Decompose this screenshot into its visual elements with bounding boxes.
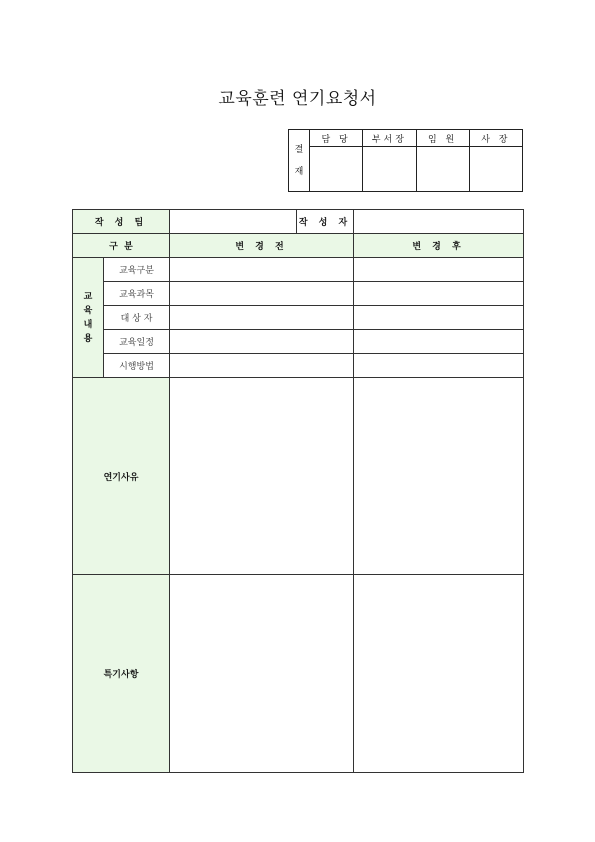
- team-field[interactable]: [170, 210, 297, 234]
- education-type-after-field[interactable]: [354, 258, 524, 282]
- row-label-execution-method: 시행방법: [104, 354, 170, 378]
- approval-sign-president[interactable]: [469, 147, 522, 192]
- approval-side-label: [289, 130, 310, 192]
- education-subject-before-field[interactable]: [170, 282, 354, 306]
- education-content-label: [73, 258, 104, 378]
- before-change-header: 변 경 전: [170, 234, 354, 258]
- postpone-reason-before-field[interactable]: [170, 378, 354, 575]
- approval-side-char-1: 결: [294, 144, 304, 155]
- approval-side-char-2: 재: [294, 166, 304, 177]
- team-label: 작 성 팀: [73, 210, 170, 234]
- execution-method-after-field[interactable]: [354, 354, 524, 378]
- special-notes-after-field[interactable]: [354, 575, 524, 773]
- target-person-before-field[interactable]: [170, 306, 354, 330]
- document-title: 교육훈련 연기요청서: [218, 89, 377, 109]
- target-person-after-field[interactable]: [354, 306, 524, 330]
- approval-sign-executive[interactable]: [416, 147, 469, 192]
- postpone-reason-after-field[interactable]: [354, 378, 524, 575]
- approval-box: [288, 129, 523, 192]
- row-label-education-type: 교육구분: [104, 258, 170, 282]
- execution-method-before-field[interactable]: [170, 354, 354, 378]
- row-label-education-schedule: 교육일정: [104, 330, 170, 354]
- education-label-char-3: 내: [83, 319, 93, 330]
- category-header: 구 분: [73, 234, 170, 258]
- approval-sign-dept-head[interactable]: [363, 147, 416, 192]
- approval-col-president: 사 장: [469, 130, 522, 147]
- author-field[interactable]: [354, 210, 524, 234]
- education-type-before-field[interactable]: [170, 258, 354, 282]
- education-label-char-1: 교: [83, 291, 93, 302]
- education-label-char-2: 육: [83, 305, 93, 316]
- author-label: 작 성 자: [297, 210, 354, 234]
- approval-col-executive: 임 원: [416, 130, 469, 147]
- row-label-target-person: 대 상 자: [104, 306, 170, 330]
- approval-col-manager: 담 당: [310, 130, 363, 147]
- special-notes-before-field[interactable]: [170, 575, 354, 773]
- education-schedule-before-field[interactable]: [170, 330, 354, 354]
- special-notes-label: 특기사항: [73, 575, 170, 773]
- approval-col-dept-head: 부서장: [363, 130, 416, 147]
- approval-sign-manager[interactable]: [310, 147, 363, 192]
- postpone-reason-label: 연기사유: [73, 378, 170, 575]
- row-label-education-subject: 교육과목: [104, 282, 170, 306]
- request-form-table: [72, 209, 524, 773]
- education-schedule-after-field[interactable]: [354, 330, 524, 354]
- after-change-header: 변 경 후: [354, 234, 524, 258]
- education-label-char-4: 용: [83, 333, 93, 344]
- education-subject-after-field[interactable]: [354, 282, 524, 306]
